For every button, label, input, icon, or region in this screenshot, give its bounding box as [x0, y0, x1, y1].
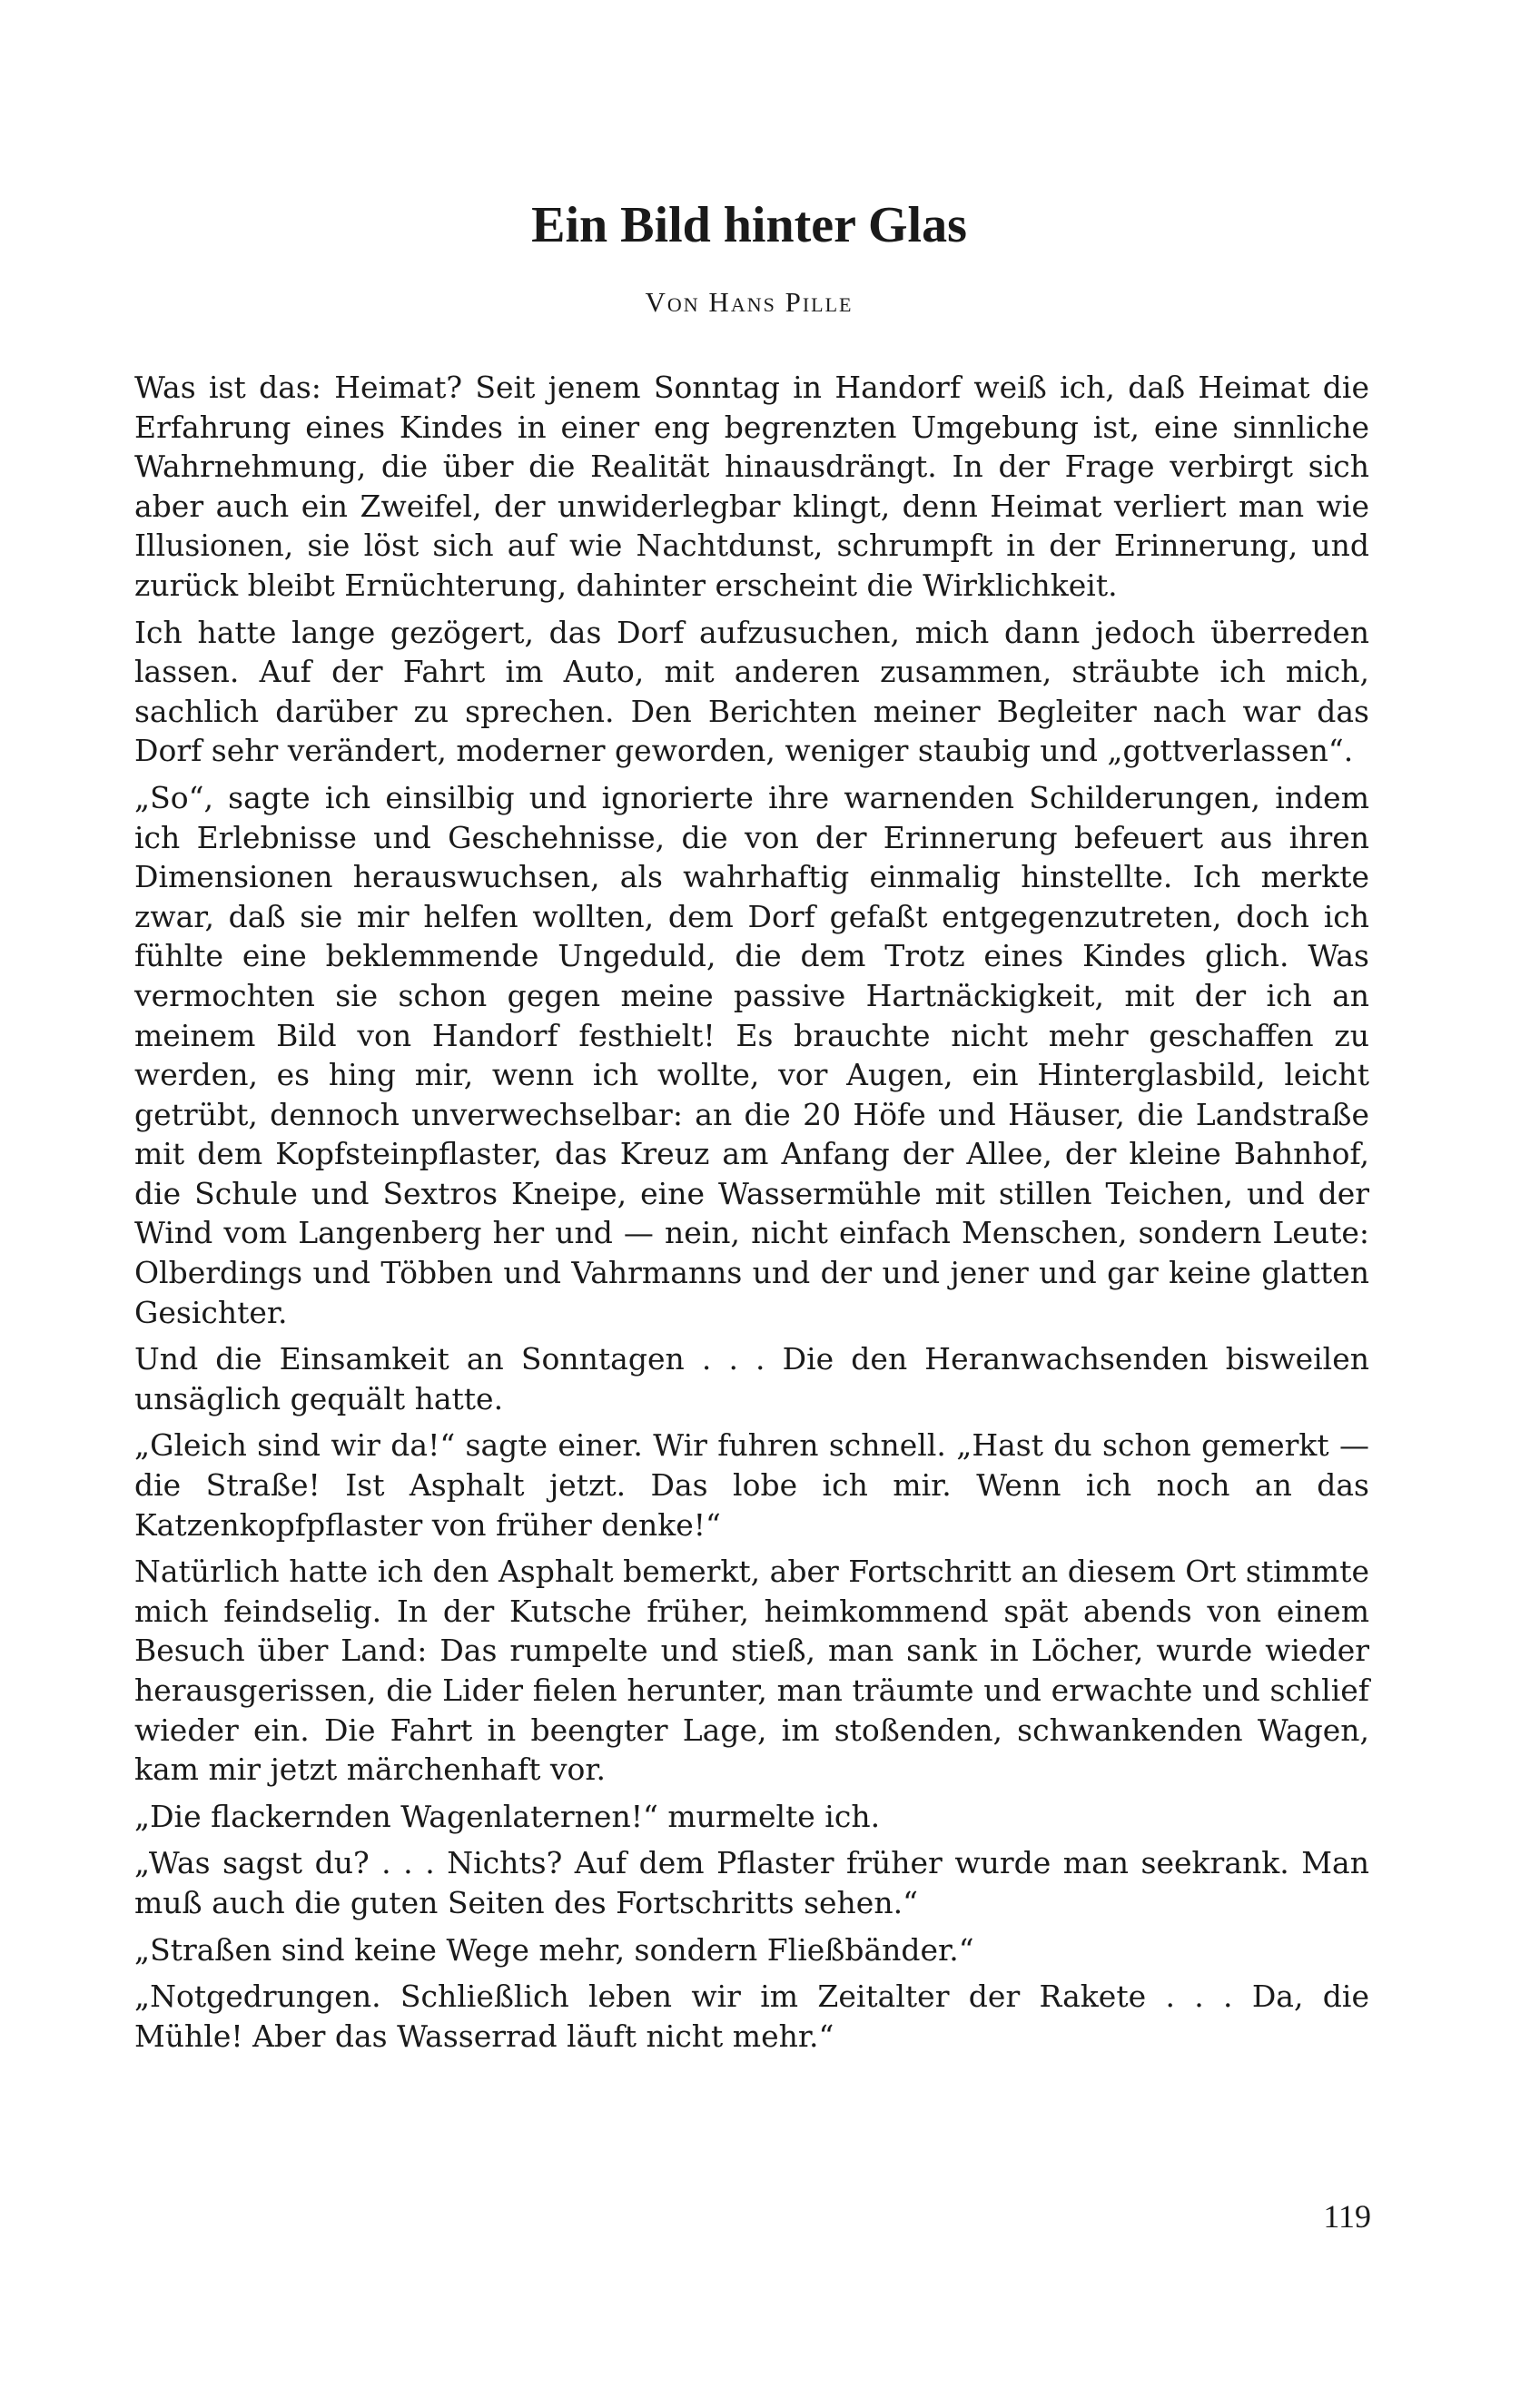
article-body: [134, 368, 1369, 2063]
paragraph: „So“, sagte ich einsilbig und ignorierte ihre warnenden Schilderungen, indem ich Erlebnisse und Geschehnisse, die von der Erinnerung befeuert aus ihren Dimensionen herauswuchsen, als wahrhaftig einmalig hinstellte. Ich merkte zwar, daß sie mir helfen wollten, dem Dorf gefaßt entgegenzutreten, doch ich fühlte eine beklemmende Ungeduld, die dem Trotz eines Kindes glich. Was vermochten sie schon gegen meine passive Hartnäckigkeit, mit der ich an meinem Bild von Handorf festhielt! Es brauchte nicht mehr geschaffen zu werden, es hing mir, wenn ich wollte, vor Augen, ein Hinterglasbild, leicht getrübt, dennoch unverwechselbar: an die 20 Höfe und Häuser, die Landstraße mit dem Kopfsteinpflaster, das Kreuz am Anfang der Allee, der kleine Bahnhof, die Schule und Sextros Kneipe, eine Wassermühle mit stillen Teichen, und der Wind vom Langenberg her und — nein, nicht einfach Menschen, sondern Leute: Olberdings und Többen und Vahrmanns und der und jener und gar keine glatten Gesichter.: [134, 779, 1369, 1330]
paragraph: Und die Einsamkeit an Sonntagen . . . Die den Heranwachsenden bisweilen unsäglich gequält hatte.: [134, 1341, 1369, 1416]
paragraph: Ich hatte lange gezögert, das Dorf aufzusuchen, mich dann jedoch überreden lassen. Auf der Fahrt im Auto, mit anderen zusammen, sträubte ich mich, sachlich darüber zu sprechen. Den Berichten meiner Begleiter nach war das Dorf sehr verändert, moderner geworden, weniger staubig und „gottverlassen“.: [134, 614, 1369, 769]
paragraph: „Die flackernden Wagenlaternen!“ murmelte ich.: [134, 1798, 881, 1834]
paragraph: Was ist das: Heimat? Seit jenem Sonntag in Handorf weiß ich, daß Heimat die Erfahrung eines Kindes in einer eng begrenzten Umgebung ist, eine sinnliche Wahrnehmung, die über die Realität hinausdrängt. In der Frage verbirgt sich aber auch ein Zweifel, der unwiderlegbar klingt, denn Heimat verliert man wie Illusionen, sie löst sich auf wie Nachtdunst, schrumpft in der Erinnerung, und zurück bleibt Ernüchterung, dahinter erscheint die Wirklichkeit.: [134, 370, 1369, 603]
paragraph: „Straßen sind keine Wege mehr, sondern Fließbänder.“: [134, 1931, 974, 1968]
paragraph: „Gleich sind wir da!“ sagte einer. Wir fuhren schnell. „Hast du schon gemerkt — die Straße! Ist Asphalt jetzt. Das lobe ich mir. Wenn ich noch an das Katzenkopfpflaster von früher denke!“: [134, 1427, 1369, 1543]
page-number: 119: [1323, 2198, 1371, 2235]
article-title: Ein Bild hinter Glas: [531, 197, 967, 253]
paragraph: Natürlich hatte ich den Asphalt bemerkt, aber Fortschritt an diesem Ort stimmte mich feindselig. In der Kutsche früher, heimkommend spät abends von einem Besuch über Land: Das rumpelte und stieß, man sank in Löcher, wurde wieder herausgerissen, die Lider fielen herunter, man träumte und erwachte und schlief wieder ein. Die Fahrt in beengter Lage, im stoßenden, schwankenden Wagen, kam mir jetzt märchenhaft vor.: [134, 1554, 1369, 1788]
paragraph: „Notgedrungen. Schließlich leben wir im Zeitalter der Rakete . . . Da, die Mühle! Aber das Wasserrad läuft nicht mehr.“: [134, 1979, 1369, 2054]
paragraph: „Was sagst du? . . . Nichts? Auf dem Pflaster früher wurde man seekrank. Man muß auch die guten Seiten des Fortschritts sehen.“: [134, 1845, 1369, 1920]
author-byline: Von Hans Pille: [645, 286, 854, 318]
